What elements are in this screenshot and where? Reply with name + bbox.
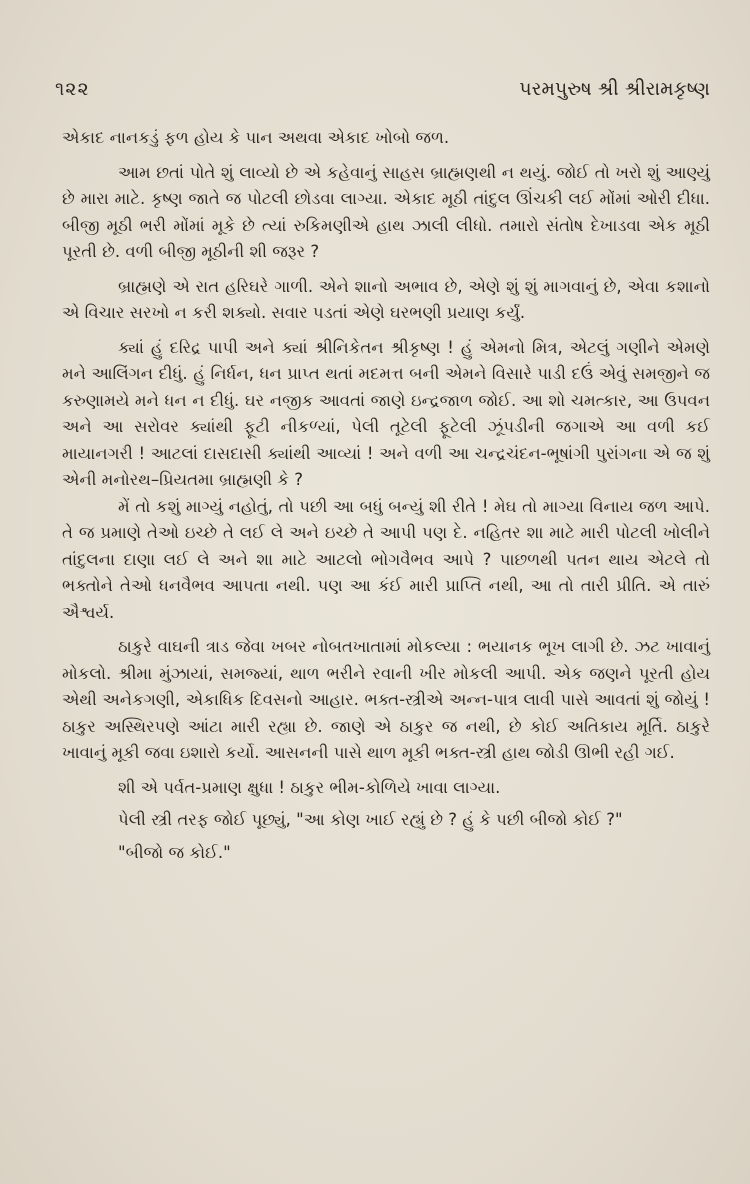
page-header: [55, 78, 710, 108]
page-number: ૧૨૨: [55, 78, 90, 100]
paragraph-9: "બીજો જ કોઈ.": [118, 842, 231, 862]
paragraph-3: બ્રાહ્મણે એ રાત હરિઘરે ગાળી. એને શાનો અભાવ છે, એણે શું શું માગવાનું છે, એવા કશાનો એ વિચાર સરખો ન કરી શક્યો. સવાર પડતાં એણે ઘરભણી પ્રયાણ કર્યું.: [62, 276, 710, 322]
paragraph-2: આમ છતાં પોતે શું લાવ્યો છે એ કહેવાનું સાહસ બ્રાહ્મણથી ન થયું. જોઈ તો ખરો શું આણ્યું છે મારા માટે. કૃષ્ણ જાતે જ પોટલી છોડવા લાગ્યા. એકાદ મૂઠી તાંદુલ ઊંચકી લઈ મોંમાં ઓરી દીધા. બીજી મૂઠી ભરી મોંમાં મૂકે છે ત્યાં રુકિમણીએ હાથ ઝાલી લીધો. તમારો સંતોષ દેખાડવા એક મૂઠી પૂરતી છે. વળી બીજી મૂઠીની શી જરૂર ?: [62, 162, 710, 261]
paragraph-6: ઠાકુરે વાઘની ત્રાડ જેવા ખબર નોબતખાતામાં મોકલ્યા : ભયાનક ભૂખ લાગી છે. ઝટ ખાવાનું મોકલો. શ્રીમા મુંઝાયાં, સમજ્યાં, થાળ ભરીને રવાની ખીર મોકલી આપી. એક જણને પૂરતી હોય એથી અનેકગણી, એકાધિક દિવસનો આહાર. ભક્ત-સ્ત્રીએ અન્ન-પાત્ર લાવી પાસે આવતાં શું જોયું ! ઠાકુર અસ્થિરપણે આંટા મારી રહ્યા છે. જાણે એ ઠાકુર જ નથી, છે કોઈ અતિકાય મૂર્તિ. ઠાકુરે ખાવાનું મૂકી જવા ઇશારો કર્યો. આસનની પાસે થાળ મૂકી ભક્ત-સ્ત્રી હાથ જોડી ઊભી રહી ગઈ.: [62, 637, 710, 762]
paragraph-8: પેલી સ્ત્રી તરફ જોઈ પૂછ્યું, "આ કોણ ખાઈ રહ્યું છે ? હું કે પછી બીજો કોઈ ?": [118, 810, 623, 829]
paragraph-5: મેં તો કશું માગ્યું નહોતું, તો પછી આ બધું બન્યું શી રીતે ! મેઘ તો માગ્યા વિનાય જળ આપે. તે જ પ્રમાણે તેઓ ઇચ્છે તે લઈ લે અને ઇચ્છે તે આપી પણ દે. નહિતર શા માટે મારી પોટલી ખોલીને તાંદુલના દાણા લઈ લે અને શા માટે આટલો ભોગવૈભવ આપે ? પાછળથી પતન થાય એટલે તો ભક્તોને તેઓ ધનવૈભવ આપતા નથી. પણ આ કંઈ મારી પ્રાપ્તિ નથી, આ તો તારી પ્રીતિ. એ તારું ઐશ્વર્ય.: [62, 496, 710, 622]
paragraph-4: ક્યાં હું દરિદ્ર પાપી અને ક્યાં શ્રીનિકેતન શ્રીકૃષ્ણ ! હું એમનો મિત્ર, એટલું ગણીને એમણે મને આલિંગન દીધું. હું નિર્ધન, ધન પ્રાપ્ત થતાં મદમત્ત બની એમને વિસારે પાડી દઉં એવું સમજીને જ કરુણામયે મને ધન ન દીધું. ઘર નજીક આવતાં જાણે ઇન્દ્રજાળ જોઈ. આ શો ચમત્કાર, આ ઉપવન અને આ સરોવર ક્યાંથી ફૂટી નીકળ્યાં, પેલી તૂટેલી ફૂટેલી ઝૂંપડીની જગાએ આ વળી કઈ માયાનગરી ! આટલાં દાસદાસી ક્યાંથી આવ્યાં ! અને વળી આ ચન્દ્રચંદન-ભૂષાંગી પુરાંગના એ જ શું એની મનોરથ–પ્રિયતમા બ્રાહ્મણી કે ?: [62, 337, 710, 489]
page-body: [62, 125, 710, 866]
running-title: પરમપુરુષ શ્રી શ્રીરામકૃષ્ણ: [519, 78, 710, 100]
paragraph-7: શી એ પર્વત-પ્રમાણ ક્ષુધા ! ઠાકુર ભીમ-કોળિયે ખાવા લાગ્યા.: [118, 777, 501, 797]
paragraph-1: એકાદ નાનકડું ફળ હોય કે પાન અથવા એકાદ ખોબો જળ.: [62, 128, 450, 147]
